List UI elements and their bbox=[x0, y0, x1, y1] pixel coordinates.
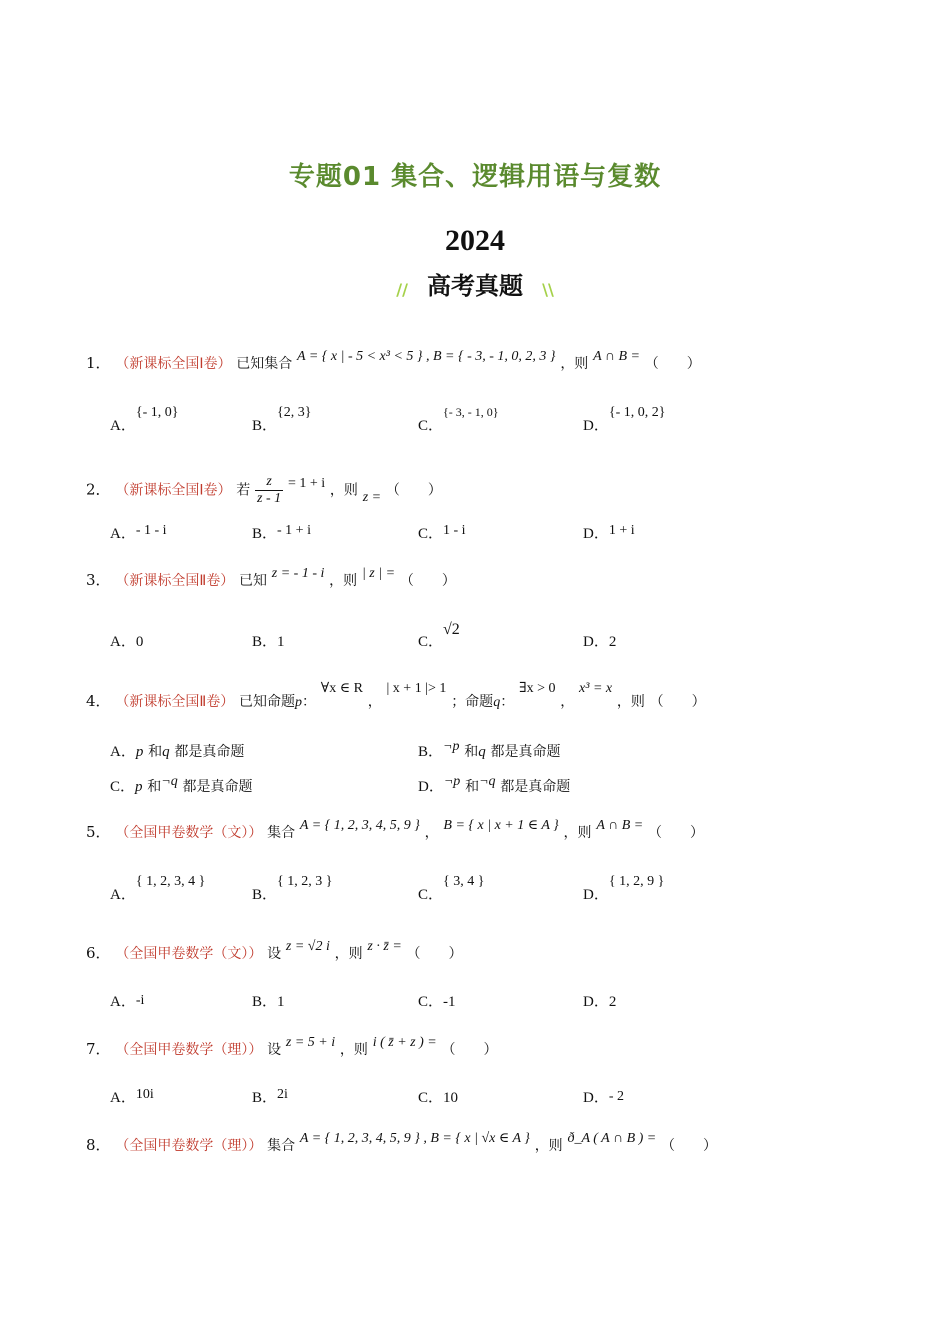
option-label: A． bbox=[110, 887, 136, 903]
option-d bbox=[583, 405, 666, 435]
option-label: C． bbox=[418, 526, 444, 542]
option-label: C． bbox=[418, 1090, 444, 1106]
option-d bbox=[583, 630, 616, 651]
fraction bbox=[255, 474, 283, 507]
math-expression: A ∩ B = bbox=[596, 818, 644, 833]
option-value: 2 bbox=[608, 634, 617, 650]
option-d bbox=[583, 522, 635, 543]
question-6 bbox=[86, 939, 463, 966]
option-d bbox=[583, 990, 616, 1011]
option-value: -i bbox=[135, 993, 145, 1008]
option-and: 和 bbox=[465, 779, 480, 795]
option-value: - 2 bbox=[608, 1089, 625, 1104]
math-expression: | x + 1 |> 1 bbox=[386, 681, 447, 696]
option-c bbox=[418, 621, 460, 651]
option-value: {2, 3} bbox=[277, 405, 312, 420]
answer-blank: （ ） bbox=[441, 1042, 498, 1058]
question-number: 8． bbox=[86, 1136, 111, 1154]
option-q: q bbox=[478, 744, 486, 760]
option-value: 1 - i bbox=[443, 523, 466, 538]
answer-blank: （ ） bbox=[648, 825, 705, 841]
option-value: 10i bbox=[135, 1087, 154, 1102]
answer-blank: （ ） bbox=[399, 573, 456, 589]
answer-blank: （ ） bbox=[385, 482, 442, 499]
option-label: B． bbox=[252, 1090, 278, 1106]
math-expression: z = 5 + i bbox=[285, 1035, 336, 1050]
question-4 bbox=[86, 681, 706, 714]
option-value: { 1, 2, 9 } bbox=[608, 874, 665, 889]
answer-blank: （ ） bbox=[661, 1138, 718, 1154]
answer-blank: （ ） bbox=[644, 356, 701, 372]
option-c bbox=[418, 522, 466, 543]
option-value: - 1 - i bbox=[135, 523, 167, 538]
option-a bbox=[110, 630, 143, 651]
option-q: ¬q bbox=[479, 774, 496, 789]
punctuation: ， bbox=[560, 694, 575, 710]
math-expression: z = √2 i bbox=[285, 939, 330, 954]
math-expression: A = { 1, 2, 3, 4, 5, 9 } bbox=[299, 818, 420, 833]
option-a bbox=[110, 990, 144, 1011]
question-stem: ，则 bbox=[329, 573, 358, 589]
option-b bbox=[252, 990, 285, 1011]
question-stem: ，则 bbox=[534, 1138, 563, 1154]
math-expression: z = - 1 - i bbox=[271, 566, 325, 581]
question-3 bbox=[86, 566, 456, 593]
math-expression: i ( z̄ + z ) = bbox=[372, 1035, 437, 1050]
question-source: （全国甲卷数学（文）） bbox=[115, 946, 263, 962]
punctuation: ， bbox=[367, 694, 382, 710]
option-label: B． bbox=[252, 887, 278, 903]
math-expression: A = { x | - 5 < x³ < 5 } , B = { - 3, - 1, 0, 2, 3 } bbox=[297, 349, 556, 364]
question-stem: ，则 bbox=[339, 1042, 368, 1058]
option-label: A． bbox=[110, 1090, 136, 1106]
question-source: （新课标全国Ⅱ卷） bbox=[115, 694, 235, 710]
question-stem: 已知集合 bbox=[236, 356, 293, 372]
option-value: { 1, 2, 3 } bbox=[277, 874, 333, 889]
math-expression: A ∩ B = bbox=[593, 349, 641, 364]
option-value: -1 bbox=[443, 994, 456, 1010]
option-label: C． bbox=[110, 779, 136, 795]
option-label: A． bbox=[110, 418, 136, 434]
question-stem: ，则 bbox=[334, 946, 363, 962]
option-text: 都是真命题 bbox=[174, 744, 245, 760]
punctuation: ， bbox=[424, 825, 439, 841]
math-expression: | z | = bbox=[361, 566, 396, 581]
option-label: A． bbox=[110, 526, 136, 542]
question-7 bbox=[86, 1035, 498, 1062]
option-a bbox=[110, 1086, 154, 1107]
math-expression: = 1 + i bbox=[287, 475, 326, 491]
option-value: 2i bbox=[277, 1087, 288, 1102]
option-d bbox=[583, 1086, 624, 1107]
option-label: D． bbox=[583, 1090, 609, 1106]
option-p: ¬p bbox=[443, 739, 460, 754]
math-expression: ð_A ( A ∩ B ) = bbox=[567, 1131, 657, 1146]
question-stem: 设 bbox=[267, 946, 282, 962]
option-text: 都是真命题 bbox=[182, 779, 253, 795]
option-a bbox=[110, 405, 179, 435]
option-value: 1 + i bbox=[608, 523, 635, 538]
question-source: （全国甲卷数学（理）） bbox=[115, 1138, 263, 1154]
year-text: 2024 bbox=[445, 224, 505, 257]
question-source: （全国甲卷数学（文）） bbox=[115, 825, 263, 841]
option-b bbox=[252, 1086, 288, 1107]
exam-badge-text: 高考真题 bbox=[427, 272, 523, 300]
question-8 bbox=[86, 1131, 718, 1158]
right-slash-icon: \\ bbox=[542, 280, 554, 299]
option-label: D． bbox=[583, 887, 609, 903]
question-stem: 已知命题 bbox=[239, 694, 295, 710]
option-b bbox=[252, 405, 312, 435]
option-label: D． bbox=[583, 994, 609, 1010]
exam-badge bbox=[413, 266, 537, 301]
question-number: 2． bbox=[86, 480, 111, 499]
option-label: B． bbox=[252, 634, 278, 650]
option-and: 和 bbox=[148, 744, 163, 760]
option-q: ¬q bbox=[161, 774, 178, 789]
option-label: B． bbox=[252, 994, 278, 1010]
option-label: C． bbox=[418, 887, 444, 903]
answer-blank: （ ） bbox=[649, 694, 706, 710]
math-expression: z · z̄ = bbox=[367, 939, 402, 954]
option-b bbox=[252, 874, 333, 904]
option-label: B． bbox=[252, 418, 278, 434]
question-stem: 设 bbox=[267, 1042, 282, 1058]
question-2 bbox=[86, 474, 442, 507]
math-expression: x³ = x bbox=[579, 681, 613, 696]
option-p: p bbox=[135, 779, 143, 795]
option-b bbox=[418, 740, 561, 761]
question-number: 1． bbox=[86, 354, 111, 372]
option-value: {- 1, 0, 2} bbox=[608, 405, 666, 420]
option-and: 和 bbox=[464, 744, 479, 760]
question-number: 6． bbox=[86, 944, 111, 962]
option-d bbox=[418, 775, 570, 796]
question-5 bbox=[86, 818, 705, 845]
option-label: D． bbox=[583, 526, 609, 542]
question-number: 7． bbox=[86, 1040, 111, 1058]
math-expression: ∃x > 0 bbox=[518, 681, 556, 696]
option-c bbox=[418, 1086, 458, 1107]
option-value: {- 3, - 1, 0} bbox=[443, 405, 499, 419]
question-source: （新课标全国Ⅰ卷） bbox=[115, 356, 232, 372]
question-stem: ，则 bbox=[560, 356, 589, 372]
question-number: 5． bbox=[86, 823, 111, 841]
left-slash-icon: // bbox=[396, 280, 408, 299]
option-d bbox=[583, 874, 665, 904]
option-value: 1 bbox=[277, 634, 285, 650]
option-text: 都是真命题 bbox=[500, 779, 571, 795]
option-value: 1 bbox=[277, 994, 285, 1010]
fraction-denominator: z - 1 bbox=[257, 491, 282, 506]
option-value: { 1, 2, 3, 4 } bbox=[135, 874, 206, 889]
option-value: {- 1, 0} bbox=[135, 405, 179, 420]
question-number: 3． bbox=[86, 571, 111, 589]
option-p: ¬p bbox=[443, 774, 461, 789]
question-source: （新课标全国Ⅱ卷） bbox=[115, 573, 235, 589]
year-label bbox=[439, 224, 511, 258]
option-q: q bbox=[162, 744, 170, 760]
option-a bbox=[110, 740, 244, 761]
fraction-numerator: z bbox=[255, 474, 283, 491]
question-1 bbox=[86, 349, 701, 376]
question-stem: 集合 bbox=[267, 825, 296, 841]
question-stem: 若 bbox=[236, 482, 251, 499]
question-stem: ；命题 bbox=[451, 694, 494, 710]
answer-blank: （ ） bbox=[406, 946, 463, 962]
question-stem: ，则 bbox=[616, 694, 645, 710]
question-stem: ，则 bbox=[563, 825, 592, 841]
page-title: 专题01 集合、逻辑用语与复数 bbox=[288, 162, 662, 192]
option-a bbox=[110, 522, 167, 543]
option-label: A． bbox=[110, 744, 136, 760]
question-source: （新课标全国Ⅰ卷） bbox=[115, 482, 232, 499]
option-text: 都是真命题 bbox=[490, 744, 561, 760]
option-c bbox=[110, 775, 253, 796]
option-a bbox=[110, 874, 206, 904]
exam-banner bbox=[0, 266, 950, 301]
option-value: 2 bbox=[608, 994, 617, 1010]
option-c bbox=[418, 990, 456, 1011]
option-label: D． bbox=[418, 779, 444, 795]
option-label: C． bbox=[418, 634, 444, 650]
proposition-q: q bbox=[493, 695, 501, 710]
option-c bbox=[418, 874, 485, 904]
year-banner bbox=[0, 224, 950, 258]
option-p: p bbox=[135, 744, 144, 760]
question-source: （全国甲卷数学（理）） bbox=[115, 1042, 263, 1058]
math-expression: A = { 1, 2, 3, 4, 5, 9 } , B = { x | √x ∈ A } bbox=[299, 1131, 530, 1146]
question-stem: 集合 bbox=[267, 1138, 296, 1154]
punctuation: ： bbox=[500, 694, 515, 710]
option-value: √2 bbox=[443, 621, 460, 638]
option-label: A． bbox=[110, 634, 136, 650]
question-stem: 已知 bbox=[239, 573, 267, 589]
option-label: B． bbox=[252, 526, 278, 542]
option-value: { 3, 4 } bbox=[443, 874, 485, 889]
option-label: B． bbox=[418, 744, 444, 760]
option-label: A． bbox=[110, 994, 136, 1010]
question-stem: ，则 bbox=[329, 482, 358, 499]
option-label: C． bbox=[418, 994, 444, 1010]
question-number: 4． bbox=[86, 692, 111, 710]
option-value: 10 bbox=[443, 1090, 459, 1106]
option-label: D． bbox=[583, 418, 609, 434]
option-label: D． bbox=[583, 634, 609, 650]
math-expression: ∀x ∈ R bbox=[320, 681, 363, 696]
option-value: 0 bbox=[135, 634, 144, 650]
option-value: - 1 + i bbox=[277, 523, 311, 538]
option-b bbox=[252, 630, 285, 651]
punctuation: ： bbox=[302, 694, 316, 710]
option-and: 和 bbox=[147, 779, 162, 795]
option-c bbox=[418, 405, 499, 435]
math-expression: B = { x | x + 1 ∈ A } bbox=[443, 818, 559, 833]
proposition-p: p bbox=[295, 695, 302, 710]
option-label: C． bbox=[418, 418, 444, 434]
option-b bbox=[252, 522, 311, 543]
math-expression: z = bbox=[362, 489, 382, 505]
